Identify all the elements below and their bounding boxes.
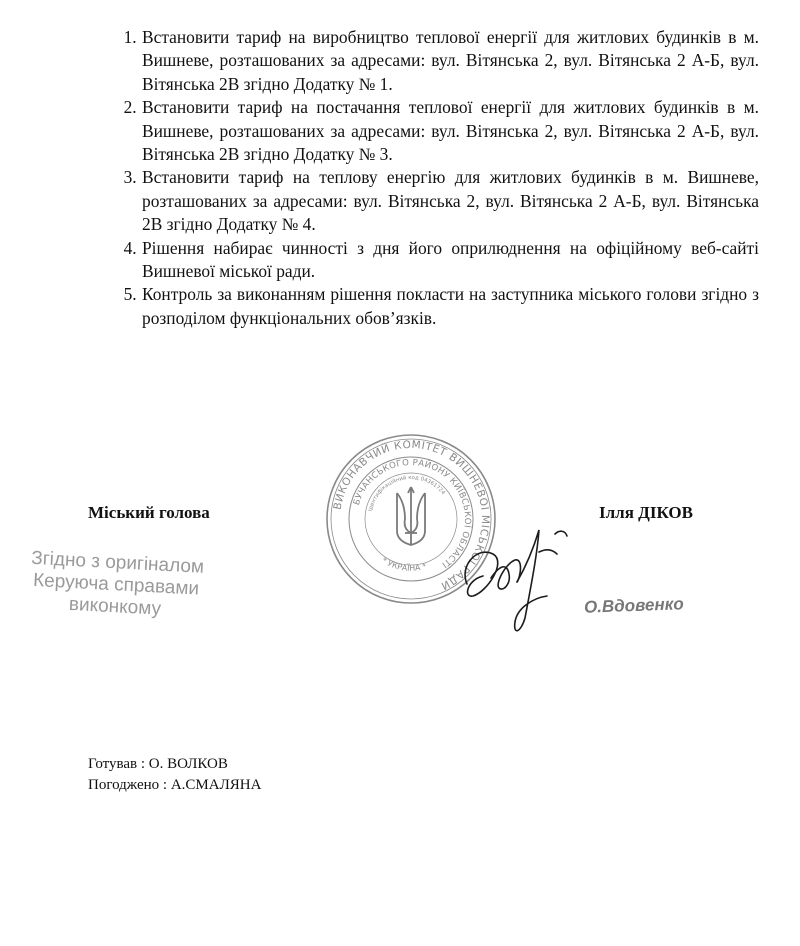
copy-certification-stamp	[28, 548, 231, 624]
resolution-list	[110, 26, 759, 330]
resolution-item-2: 2. Встановити тариф на постачання теплової енергії для житлових будинків в м. Вишневе, розташованих за адресами: вул. Вітянська 2, вул. Вітянська 2 А-Б, вул. Вітянська 2В згідно Додатку № 3.	[141, 96, 759, 166]
mayor-name: Ілля ДІКОВ	[599, 503, 693, 522]
trident-icon	[397, 487, 425, 545]
seal-inner-text: БУЧАНСЬКОГО РАЙОНУ КИЇВСЬКОЇ ОБЛАСТІ	[351, 457, 473, 570]
mayor-title: Міський голова	[88, 503, 210, 522]
stamp-line-1: Згідно з оригіналом	[30, 547, 205, 578]
prepared-block	[88, 754, 261, 796]
prepared-by: Готував : О. ВОЛКОВ	[88, 756, 228, 772]
resolution-item-4: 4. Рішення набирає чинності з дня його оприлюднення на офіційному веб-сайті Вишневої міської ради.	[141, 237, 759, 284]
stamp-line-3: виконкому	[68, 593, 162, 620]
handwritten-signature	[455, 522, 585, 642]
seal-code-text: Ідентифікаційний код 04361724	[367, 474, 446, 512]
resolution-item-5: 5. Контроль за виконанням рішення покласти на заступника міського голови згідно з розподілом функціональних обов’язків.	[141, 283, 759, 330]
seal-outer-text: ВИКОНАВЧИЙ КОМІТЕТ ВИШНЕВОЇ МІСЬКОЇ РАДИ	[331, 438, 492, 593]
resolution-item-3: 3. Встановити тариф на теплову енергію для житлових будинків в м. Вишневе, розташованих за адресами: вул. Вітянська 2, вул. Вітянська 2 А-Б, вул. Вітянська 2В згідно Додатку № 4.	[141, 166, 759, 236]
stamp-line-2: Керуюча справами	[32, 569, 200, 600]
clerk-name-stamp: О.Вдовенко	[583, 594, 684, 617]
agreed-by: Погоджено : А.СМАЛЯНА	[88, 777, 262, 793]
resolution-item-1: 1. Встановити тариф на виробництво теплової енергії для житлових будинків в м. Вишневе, розташованих за адресами: вул. Вітянська 2, вул. Вітянська 2 А-Б, вул. Вітянська 2В згідно Додатку № 1.	[141, 26, 759, 96]
seal-bottom-text: * УКРАЇНА *	[380, 555, 428, 573]
